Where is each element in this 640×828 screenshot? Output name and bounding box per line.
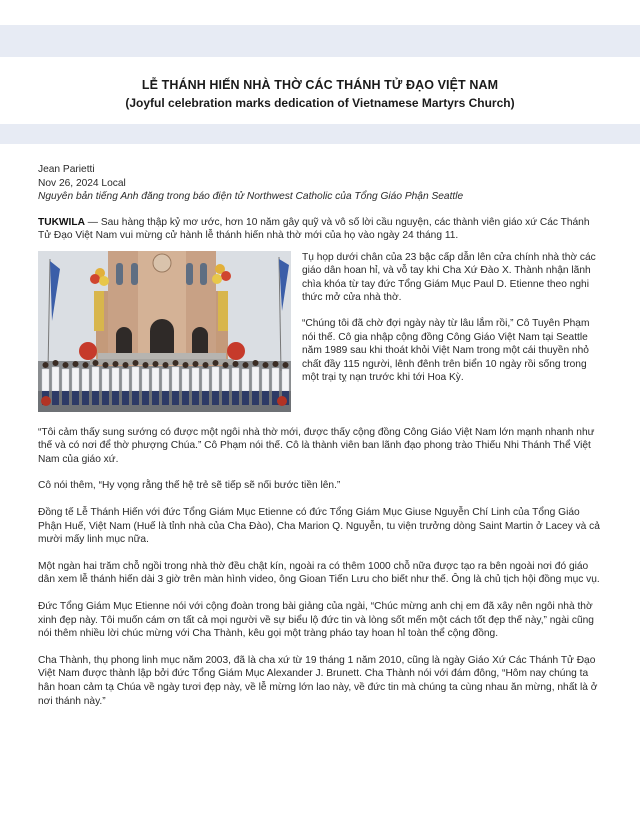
author: Jean Parietti — [38, 164, 95, 175]
header-divider-band — [0, 124, 640, 144]
source-note: Nguyên bản tiếng Anh đăng trong báo điện tử Northwest Catholic của Tổng Giáo Phận Seattle — [38, 191, 464, 202]
side-paragraph-2: “Chúng tôi đã chờ đợi ngày này từ lâu lắm rồi,” Cô Tuyên Phạm nói thế. Cô gia nhập cộng đồng Công Giáo Việt Nam tại Seattle năm 1989 sau khi thoát khỏi Việt Nam trong một cái thuyền nhỏ chất đầy 115 người, lênh đênh trên biển 10 ngày rồi sống trong một trại tỵ nạn trước khi tới Hoa Kỳ. — [302, 318, 590, 384]
figure-row — [38, 251, 602, 412]
body-paragraph-5: Đức Tổng Giám Mục Etienne nói với cộng đoàn trong bài giảng của ngài, “Chúc mừng anh chị em đã xây nên ngôi nhà thờ xinh đẹp này. Tôi muốn cám ơn tất cả mọi người về sự biểu lộ đức tin và lòng sốt mến một cách tốt đẹp thế này,” ngài cũng nói thêm nhiều lời chúc mừng với Cha Thành, kêu gọi một tràng pháo tay hoan hỉ toàn thể cộng đồng. — [38, 601, 594, 640]
body-paragraph-2: Cô nói thêm, “Hy vọng rằng thế hệ trẻ sẽ tiếp sẽ nối bước tiền lên.” — [38, 480, 341, 492]
lead-text: — Sau hàng thập kỷ mơ ước, hơn 10 năm gây quỹ và vô số lời cầu nguyện, các thành viên giáo xứ Các Thánh Tử Đạo Việt Nam vui mừng cử hành lễ thánh hiến nhà thờ mới của họ vào ngày 24 tháng 11. — [38, 216, 590, 242]
side-paragraph-1: Tụ họp dưới chân của 23 bậc cấp dẫn lên cửa chính nhà thờ các giáo dân hoan hỉ, và vỗ tay khi Cha Xứ Đào X. Thành nhận lãnh chìa khóa từ tay đức Tổng Giám Mục Paul D. Etienne theo nghi thức mở cửa nhà thờ. — [302, 251, 596, 304]
body-paragraph-3: Đồng tế Lễ Thánh Hiến với đức Tổng Giám Mục Etienne có đức Tổng Giám Mục Giuse Nguyễn Chí Linh của Tổng Giáo Phận Huế, Việt Nam (Huế là tỉnh nhà của Cha Đào), Cha Marion Q. Nguyễn, tu viện trưởng dòng Saint Martin ở Lacey và cả mười mấy linh mục nữa. — [38, 507, 600, 546]
dateline: TUKWILA — [38, 216, 85, 228]
article-body — [38, 163, 602, 708]
article-header — [0, 78, 640, 110]
church-photo-illustration — [38, 251, 291, 412]
church-photo — [38, 251, 291, 412]
top-banner — [0, 25, 640, 57]
photo-side-text — [302, 251, 602, 412]
body-paragraph-4: Một ngàn hai trăm chỗ ngồi trong nhà thờ đều chật kín, ngoài ra có thêm 1000 chỗ nữa được tạo ra bên ngoài nơi đó giáo dân xem lễ thánh hiến dài 3 giờ trên màn hình video, ông Gioan Tiến Lưu cho biết như thế. Ông là chủ tịch hội đồng mục vụ. — [38, 560, 600, 586]
page-subtitle: (Joyful celebration marks dedication of Vietnamese Martyrs Church) — [125, 96, 515, 110]
body-paragraph-1: “Tôi cảm thấy sung sướng có được một ngôi nhà thờ mới, được thấy cộng đồng Công Giáo Việt Nam lớn mạnh nhanh như thế và có nơi để thờ phượng Chúa.” Cô Phạm nói thế. Cô là thành viên ban lãnh đạo phong trào Thiếu Nhi Thánh Thể Việt Nam của giáo xứ. — [38, 426, 595, 465]
lead-paragraph — [38, 216, 602, 243]
page-title: LỄ THÁNH HIẾN NHÀ THỜ CÁC THÁNH TỬ ĐẠO VIỆT NAM — [141, 78, 499, 92]
article-meta — [38, 163, 602, 204]
publish-date: Nov 26, 2024 Local — [38, 177, 126, 189]
body-paragraph-6: Cha Thành, thụ phong linh mục năm 2003, đã là cha xứ từ 19 tháng 1 năm 2010, cũng là ngày Giáo Xứ Các Thánh Tử Đạo Việt Nam được thành lập bởi đức Tổng Giám Mục Alexander J. Brunett. Cha Thành nói với đám đông, “Hôm nay chúng ta hân hoan cảm tạ Chúa về ngày tươi đẹp này, về lễ mừng lớn lao này, về đức tin mà chúng ta cùng nhau ăn mừng, nhất là ở nơi thánh này.” — [38, 654, 598, 707]
